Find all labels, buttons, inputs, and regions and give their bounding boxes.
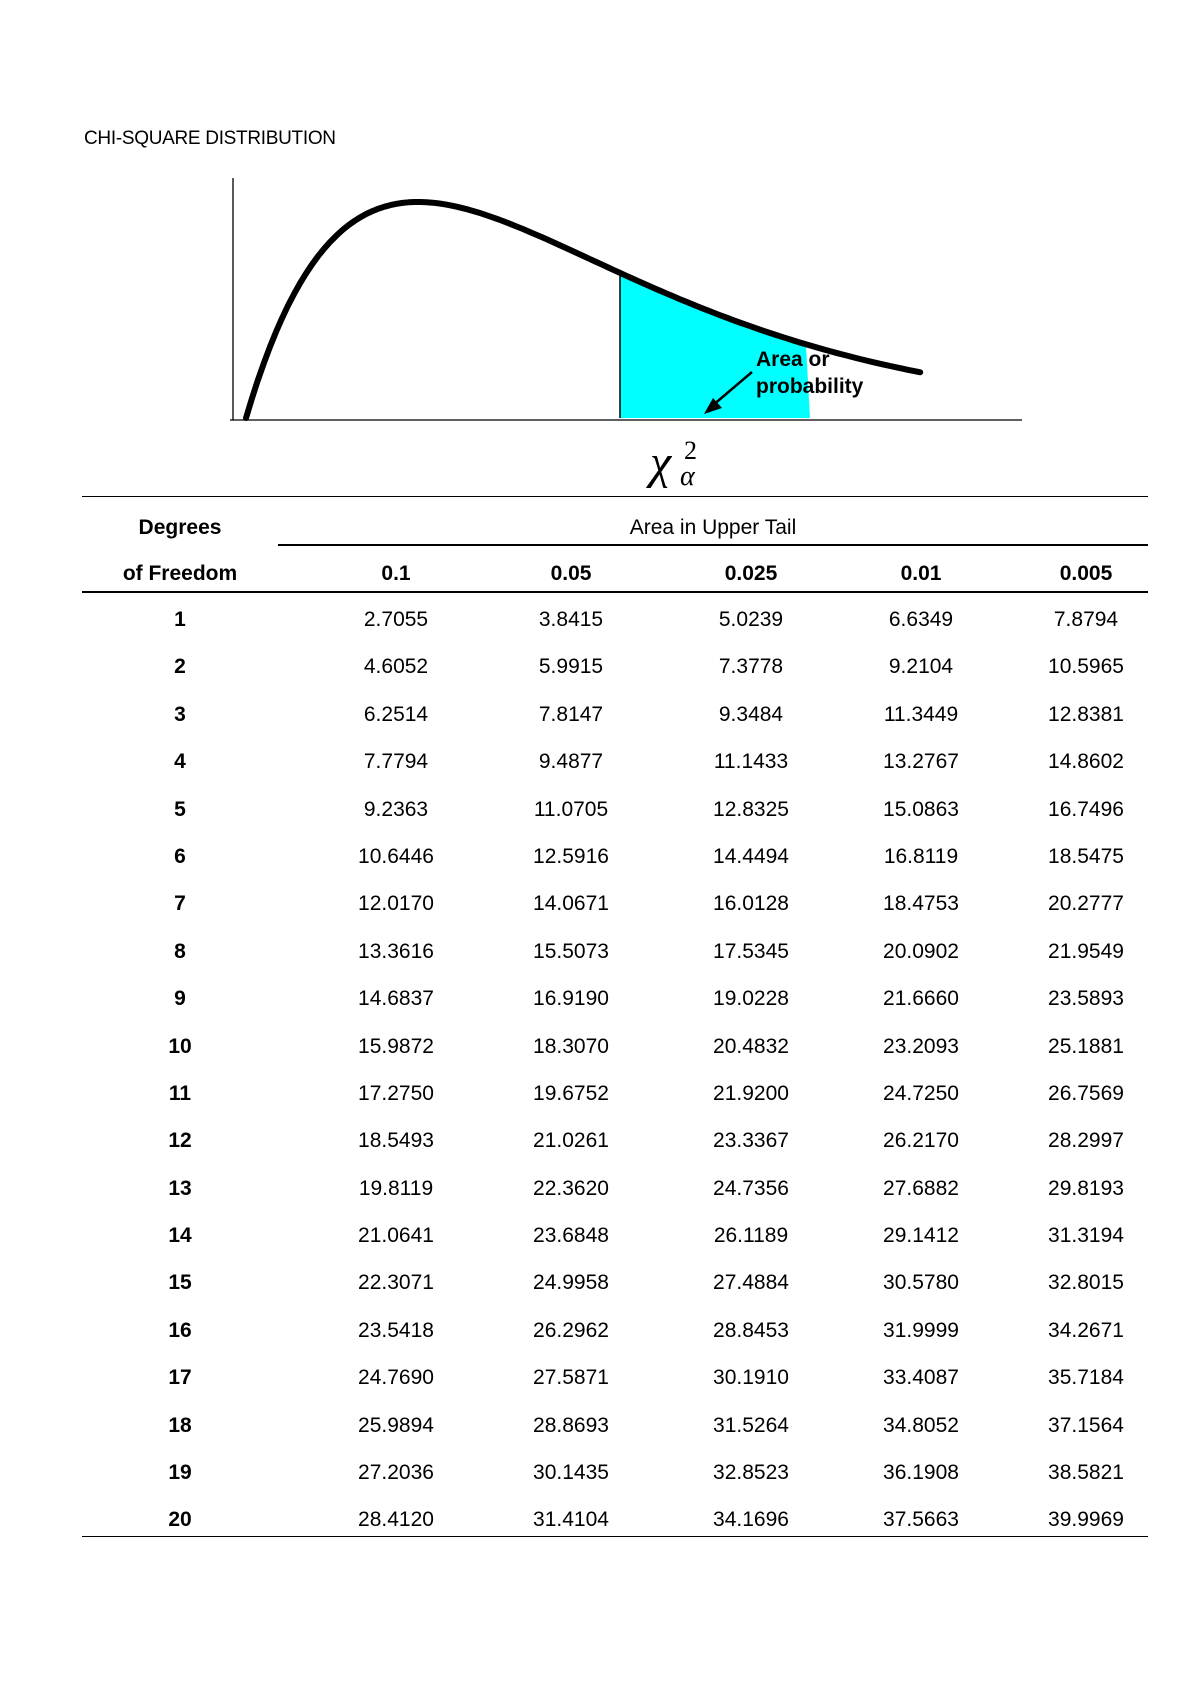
dof-cell: 14 (168, 1224, 192, 1248)
value-cell: 9.3484 (718, 702, 784, 726)
value-cell: 36.1908 (883, 1461, 959, 1485)
table-row (82, 987, 1148, 1034)
value-cell: 18.3070 (533, 1034, 609, 1058)
dof-cell: 3 (174, 702, 186, 726)
table-top-rule (82, 496, 1148, 497)
dof-cell: 16 (168, 1318, 192, 1342)
header-bottom-rule (82, 591, 1148, 593)
value-cell: 26.2962 (533, 1318, 609, 1342)
value-cell: 16.9190 (533, 987, 609, 1011)
area-header-rule (278, 544, 1148, 546)
value-cell: 30.5780 (883, 1271, 959, 1295)
value-cell: 27.6882 (883, 1176, 959, 1200)
chi-superscript: 2 (684, 436, 697, 465)
value-cell: 7.8794 (1053, 608, 1119, 631)
table-row (82, 1461, 1148, 1508)
table-header-row-2 (82, 562, 1148, 590)
value-cell: 24.9958 (533, 1271, 609, 1295)
value-cell: 12.8381 (1048, 702, 1124, 726)
value-cell: 11.3449 (883, 702, 959, 726)
dof-cell: 9 (174, 987, 186, 1011)
area-header: Area in Upper Tail (629, 516, 797, 539)
value-cell: 21.6660 (883, 987, 959, 1011)
value-cell: 30.1435 (533, 1461, 609, 1485)
value-cell: 19.8119 (358, 1176, 434, 1200)
dof-cell: 2 (174, 655, 186, 679)
value-cell: 9.4877 (538, 750, 604, 774)
value-cell: 15.9872 (358, 1034, 434, 1058)
value-cell: 35.7184 (1048, 1366, 1124, 1390)
value-cell: 3.8415 (538, 608, 604, 631)
value-cell: 37.5663 (883, 1508, 959, 1532)
value-cell: 34.1696 (713, 1508, 789, 1532)
table-row (82, 892, 1148, 939)
value-cell: 26.7569 (1048, 1081, 1124, 1105)
table-row (82, 703, 1148, 750)
value-cell: 21.9549 (1048, 939, 1124, 963)
annotation-line-1: Area or (756, 348, 830, 371)
value-cell: 21.0261 (533, 1129, 609, 1153)
value-cell: 17.2750 (358, 1081, 434, 1105)
value-cell: 31.4104 (533, 1508, 609, 1532)
dof-cell: 17 (168, 1366, 192, 1390)
value-cell: 25.9894 (358, 1413, 434, 1437)
value-cell: 12.5916 (533, 844, 609, 868)
value-cell: 20.2777 (1048, 892, 1124, 916)
value-cell: 23.2093 (883, 1034, 959, 1058)
value-cell: 11.1433 (713, 750, 789, 774)
value-cell: 31.3194 (1048, 1224, 1124, 1248)
value-cell: 5.0239 (718, 608, 784, 631)
dof-cell: 6 (174, 844, 186, 868)
table-header-row-1 (82, 516, 1148, 544)
column-header: 0.1 (381, 562, 411, 585)
value-cell: 23.5418 (358, 1318, 434, 1342)
value-cell: 13.3616 (358, 939, 434, 963)
value-cell: 28.2997 (1048, 1129, 1124, 1153)
value-cell: 10.5965 (1048, 655, 1124, 679)
dof-header-line-1: Degrees (138, 516, 222, 539)
value-cell: 30.1910 (713, 1366, 789, 1390)
value-cell: 29.1412 (883, 1224, 959, 1248)
dof-cell: 7 (174, 892, 186, 916)
value-cell: 23.3367 (713, 1129, 789, 1153)
value-cell: 31.9999 (883, 1318, 959, 1342)
chi-subscript: α (680, 461, 695, 492)
value-cell: 26.2170 (883, 1129, 959, 1153)
annotation-line-2: probability (756, 375, 864, 398)
table-row (82, 1082, 1148, 1129)
value-cell: 23.6848 (533, 1224, 609, 1248)
value-cell: 20.0902 (883, 939, 959, 963)
value-cell: 10.6446 (358, 844, 434, 868)
table-row (82, 845, 1148, 892)
density-plot (0, 0, 1200, 500)
value-cell: 22.3071 (358, 1271, 434, 1295)
table-row (82, 940, 1148, 987)
value-cell: 27.4884 (713, 1271, 789, 1295)
dof-header-line-2: of Freedom (122, 562, 238, 585)
value-cell: 24.7250 (883, 1081, 959, 1105)
value-cell: 20.4832 (713, 1034, 789, 1058)
table-row (82, 750, 1148, 797)
dof-cell: 11 (168, 1081, 192, 1105)
table-bottom-rule (82, 1536, 1148, 1537)
value-cell: 2.7055 (363, 608, 429, 631)
value-cell: 32.8523 (713, 1461, 789, 1485)
value-cell: 14.0671 (533, 892, 609, 916)
table-row (82, 1129, 1148, 1176)
value-cell: 6.6349 (888, 608, 954, 631)
value-cell: 22.3620 (533, 1176, 609, 1200)
table-row (82, 1508, 1148, 1555)
value-cell: 16.7496 (1048, 797, 1124, 821)
table-row (82, 1271, 1148, 1318)
table-row (82, 1224, 1148, 1271)
dof-cell: 8 (174, 939, 186, 963)
value-cell: 21.0641 (358, 1224, 434, 1248)
chi-square-density-figure (0, 0, 1200, 500)
value-cell: 21.9200 (713, 1081, 789, 1105)
value-cell: 27.2036 (358, 1461, 434, 1485)
table-row (82, 1319, 1148, 1366)
value-cell: 16.8119 (883, 844, 959, 868)
value-cell: 12.0170 (358, 892, 434, 916)
value-cell: 12.8325 (713, 797, 789, 821)
value-cell: 18.5475 (1048, 844, 1124, 868)
value-cell: 32.8015 (1048, 1271, 1124, 1295)
value-cell: 24.7690 (358, 1366, 434, 1390)
value-cell: 15.0863 (883, 797, 959, 821)
document-title: CHI-SQUARE DISTRIBUTION (84, 128, 336, 149)
column-header: 0.01 (900, 562, 942, 585)
value-cell: 7.3778 (718, 655, 784, 679)
value-cell: 37.1564 (1048, 1413, 1124, 1437)
value-cell: 18.5493 (358, 1129, 434, 1153)
value-cell: 19.0228 (713, 987, 789, 1011)
table-row (82, 798, 1148, 845)
value-cell: 17.5345 (713, 939, 789, 963)
value-cell: 26.1189 (713, 1224, 789, 1248)
value-cell: 7.7794 (363, 750, 429, 774)
dof-cell: 18 (168, 1413, 192, 1437)
dof-cell: 20 (168, 1508, 192, 1532)
table-row (82, 608, 1148, 655)
value-cell: 39.9969 (1048, 1508, 1124, 1532)
value-cell: 28.8453 (713, 1318, 789, 1342)
dof-cell: 19 (168, 1461, 192, 1485)
value-cell: 28.8693 (533, 1413, 609, 1437)
chi-symbol: χ (650, 436, 672, 489)
value-cell: 25.1881 (1048, 1034, 1124, 1058)
dof-cell: 4 (174, 750, 186, 774)
value-cell: 29.8193 (1048, 1176, 1124, 1200)
value-cell: 34.8052 (883, 1413, 959, 1437)
value-cell: 13.2767 (883, 750, 959, 774)
value-cell: 18.4753 (883, 892, 959, 916)
value-cell: 23.5893 (1048, 987, 1124, 1011)
value-cell: 14.6837 (358, 987, 434, 1011)
dof-cell: 15 (168, 1271, 192, 1295)
value-cell: 14.8602 (1048, 750, 1124, 774)
dof-cell: 5 (174, 797, 186, 821)
value-cell: 31.5264 (713, 1413, 789, 1437)
value-cell: 34.2671 (1048, 1318, 1124, 1342)
dof-cell: 13 (168, 1176, 192, 1200)
value-cell: 38.5821 (1048, 1461, 1124, 1485)
table-row (82, 655, 1148, 702)
table-row (82, 1366, 1148, 1413)
value-cell: 9.2363 (363, 797, 429, 821)
value-cell: 16.0128 (713, 892, 789, 916)
value-cell: 7.8147 (538, 702, 604, 726)
dof-cell: 10 (168, 1034, 192, 1058)
value-cell: 15.5073 (533, 939, 609, 963)
value-cell: 28.4120 (358, 1508, 434, 1532)
value-cell: 24.7356 (713, 1176, 789, 1200)
value-cell: 14.4494 (713, 844, 789, 868)
value-cell: 11.0705 (533, 797, 609, 821)
table-body (82, 608, 1148, 1556)
dof-cell: 1 (174, 608, 186, 631)
value-cell: 5.9915 (538, 655, 604, 679)
column-header: 0.05 (550, 562, 592, 585)
value-cell: 9.2104 (888, 655, 954, 679)
column-header: 0.025 (724, 562, 778, 585)
value-cell: 27.5871 (533, 1366, 609, 1390)
value-cell: 4.6052 (363, 655, 429, 679)
value-cell: 19.6752 (533, 1081, 609, 1105)
dof-cell: 12 (168, 1129, 192, 1153)
column-header: 0.005 (1059, 562, 1113, 585)
value-cell: 33.4087 (883, 1366, 959, 1390)
value-cell: 6.2514 (363, 702, 429, 726)
table-row (82, 1177, 1148, 1224)
table-row (82, 1414, 1148, 1461)
table-row (82, 1035, 1148, 1082)
